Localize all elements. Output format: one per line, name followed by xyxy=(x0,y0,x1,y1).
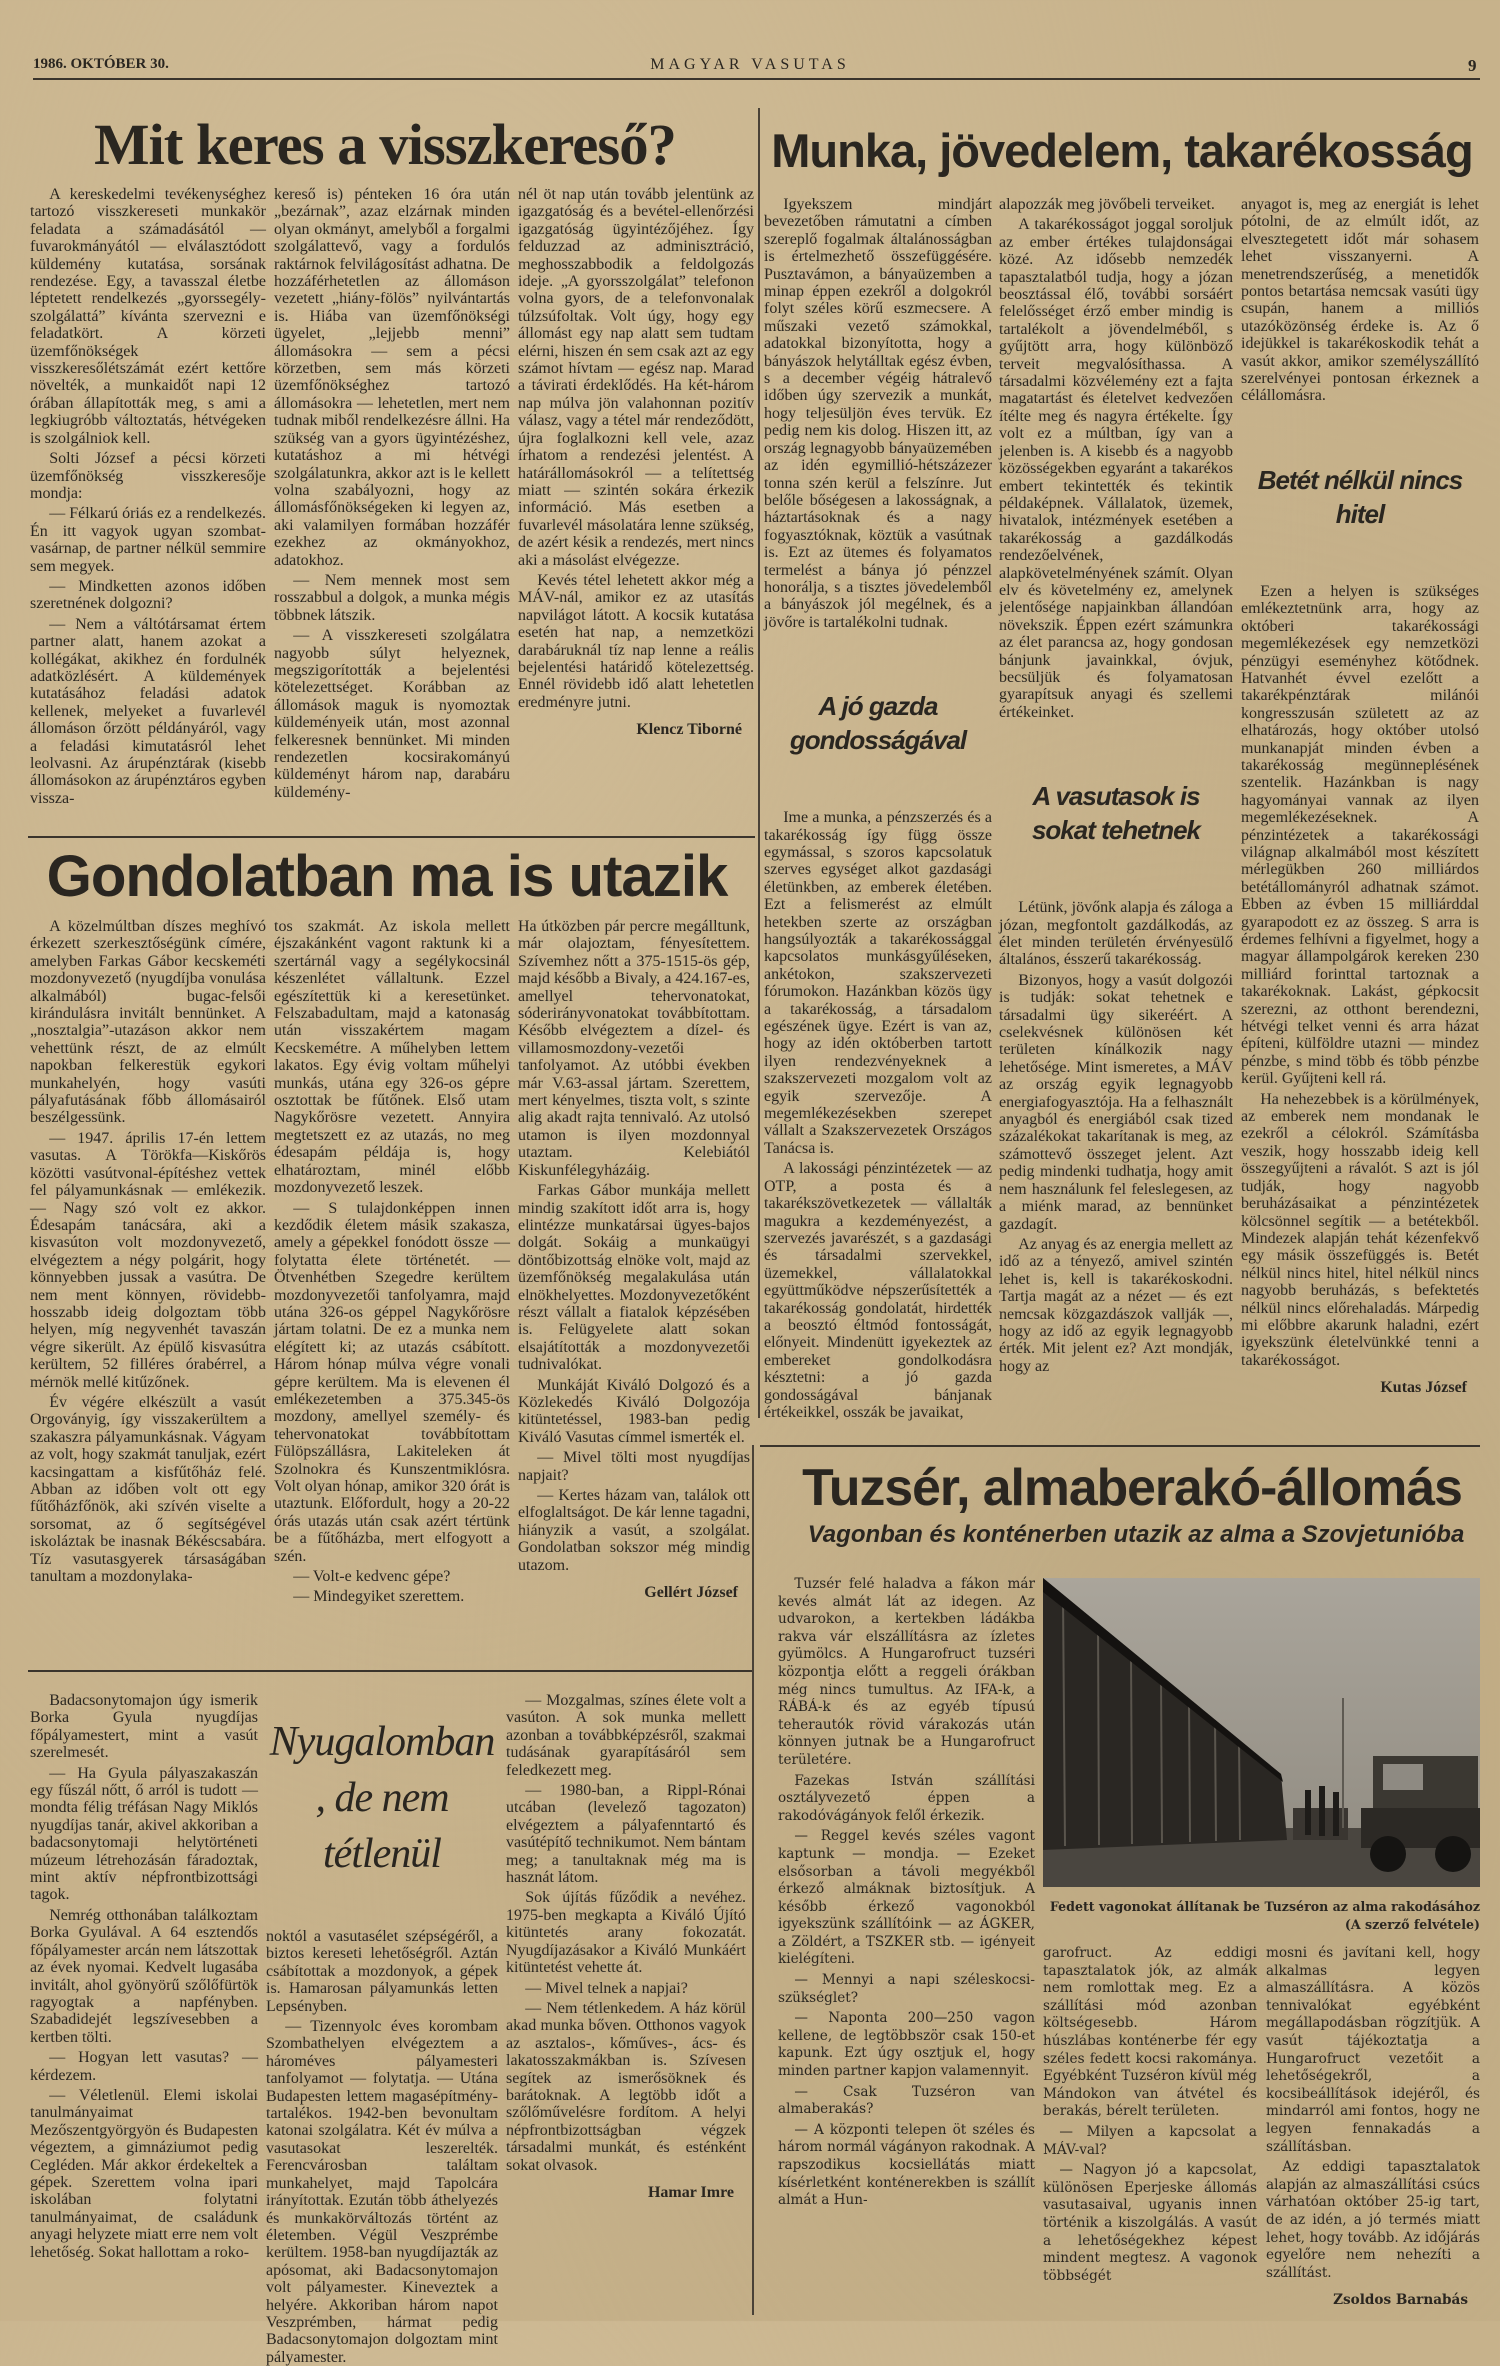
paragraph: Igyekszem mindjárt bevezetőben rámutatni a címben szereplő fogalmak általánosságban is értelmezhető összefüggésére. Pusztavámon, a bányaüzemben a minap éppen ezekről a dolgokról folyt széles körű eszmecsere. A műszaki vezető számokkal, adatokkal bizonyította, hogy a bányászok helytálltak egész évben, s a december végéig hátralevő időben úgy szervezik a munkát, hogy teljesüljön éves tervük. Ez pedig nem kis dolog. Hiszen itt, az ország legnagyobb bányaüzemében az idén egymillió-hétszázezer tonna szén kerül a felszínre. Jut belőle bőségesen a lakosságnak, a háztartásoknak és a nagy fogyasztóknak, köztük a vasútnak is. Ezt az ütemes és folyamatos termelést a bánya jó pénzzel honorálja, s a tisztes jövedelemből a bányászok jól megélnek, és a jövőre is tartalékolni tudnak. xyxy=(764,196,992,631)
paragraph: — Reggel kevés széles vagont kaptunk — mondja. — Ezeket elsősorban a távoli megyékből érkező almáknak biztosítjuk. A később érkező vagonokból igyekszünk szállítóink — az ÁGKER, a Zöldért, a TSZKER stb. — igényeit kielégíteni. xyxy=(778,1828,1035,1968)
paragraph: — Kertes házam van, találok ott elfoglaltságot. De kár lenne tagadni, hiányzik a vasút, a szolgálat. Gondolatban sokszor még mindig utazom. xyxy=(518,1487,750,1574)
paragraph: nél öt nap után tovább jelentünk az igazgatóság és a bevétel-ellenőrzési igazgatóság ügyintézőjéhez. Így felduzzad az adminisztráció, meghosszabbodik a feldolgozás ideje. „A gyorsszolgálat” telefonon volna gyors, de a telefonvonalak túlzsúfoltak. Volt úgy, hogy egy állomást egy nap alatt sem tudtam elérni, hiszen én sem csak azt az egy számot hívtam — egész nap. Marad a távirati érdeklődés. Ha két-három nap múlva jön valahonnan pozitív válasz, vagy a tétel már rendeződött, újra foglalkozni kell vele, azaz írhatom a rendezési jelentést. A határállomásokról — a telítettség miatt — szintén sokára érkezik információ. Más esetben a fuvarlevél másolatára lenne szükség, de azért késik a rendezés, mert nincs aki a másolást elvégezze. xyxy=(518,186,754,569)
paragraph: — Nem a váltótársamat értem partner alatt, hanem azokat a kollégákat, akikhez én fordulnék adatközlésért. A küldemények kutatásához feladási adatok kellenek, melyeket a fuvarlevél állomáson őrzött példányáról, vagy a feladási kimutatásról lehet leolvasni. Az árupénztárak (kisebb állomásokon az árupénztáros egyben vissza- xyxy=(30,615,266,807)
paragraph: — Mindegyiket szerettem. xyxy=(293,1588,465,1606)
subheading: Betét nélkül nincs hitel xyxy=(1257,464,1463,529)
article-column xyxy=(999,196,1233,1411)
article-column xyxy=(30,918,266,1663)
paragraph: garofruct. Az eddigi tapasztalatok jók, az almák nem romlottak meg. Ez a szállítási mód azonban költségesebb. Három húszlábas konténerbe fér egy széles fedett kocsi rakománya. Egyébként Tuzséron kívül még Mándokon van átvétel és berakás, bérelt területen. xyxy=(1043,1945,1257,2120)
paragraph: noktól a vasutasélet szépségéről, a biztos kereseti lehetőségről. Aztán csábítottak a mozdonyok, a gépek is. Hamarosan pályamunkás letten Lepsényben. xyxy=(266,1928,498,2015)
paragraph: Tuzsér felé haladva a fákon már kevés almát lát az idegen. Az udvarokon, a kertekben ládákba rakva vár elszállításra az ízletes gyümölcs. A Hungarofruct tuzséri központja előtt a reggeli órákban még nincs tumultus. Az IFA-k, a RÁBÁ-k és az egyéb típusú teherautók rövid várakozás után könnyen jutnak be a Hungarofruct területére. xyxy=(778,1576,1035,1768)
paragraph: — 1980-ban, a Rippl-Rónai utcában (levelező tagozaton) elvégeztem a pályafenntartó és vasútépítő technikumot. Nem bántam meg; a tanultaknak még ma is hasznát látom. xyxy=(506,1782,746,1887)
article-column xyxy=(266,1692,498,2366)
paragraph: tos szakmát. Az iskola mellett éjszakánként vagont raktunk ki a szertárnál vagy a segélykocsinál készenlétet vállaltunk. Ezzel egészítettük ki a keresetünket. Felszabadultam, majd a katonaság után visszakértem magam Kecskemétre. A műhelyben lettem lakatos. Egy évig voltam műhelyi munkás, utána egy 326-os gépre osztottak be fűtőnek. Első utam Nagykőrösre vezetett. Annyira megtetszett ez az utazás, no meg édesapám példája is, hogy elhatároztam, minél előbb mozdonyvezető leszek. xyxy=(274,918,510,1197)
article-column xyxy=(1266,1945,1480,2315)
paragraph: Sok újítás fűződik a nevéhez. 1975-ben megkapta a Kiváló Újító kitüntetés arany fokozatát. Nyugdíjazásakor a Kiváló Munkáért kitüntetést vehette át. xyxy=(506,1889,746,1977)
paragraph: — Nem mennek most sem rosszabbul a dolgok, a munka mégis többnek látszik. xyxy=(274,571,510,624)
paragraph: — Nem tétlenkedem. A ház körül akad munka bőven. Otthonos vagyok az asztalos-, kőműves-, ács- és lakatosszakmákban is. Szívesen segítek az ismerősöknek és barátoknak. A legtöbb időt a szőlőművelésre fordítom. A helyi népfrontbizottságban végzek társadalmi munkát, és esténként sokat olvasok. xyxy=(506,1999,746,2174)
paragraph: — Csak Tuzséron van almaberakás? xyxy=(778,2083,1035,2118)
masthead-rule xyxy=(33,78,1480,80)
paragraph: Badacsonytomajon úgy ismerik Borka Gyula nyugdíjas főpályamestert, mint a vasút szerelmesét. xyxy=(30,1692,258,1762)
paragraph: Ezen a helyen is szükséges emlékeztetnünk arra, hogy az októberi takarékossági megemlékezések egy nemzetközi pénzügyi eseményhez kötődnek. Hatvanhét évvel ezelőtt a takarékpénztárak milánói kongresszusán született az az elhatározás, hogy október utolsó munkanapját minden évben a takarékosság megünneplésének szentelik. Hazánkban is nagy hagyományai vannak az ilyen megemlékezéseknek. A pénzintézetek a takarékossági világnap alkalmából most készített mérlegükben 260 milliárdos betétállományról adhatnak számot. Ebben az évben 15 milliárddal gyarapodott ez az összeg. S arra is érdemes felhívni a figyelmet, hogy a magyar állampolgárok kereken 230 milliárd forinttal tartoznak a takarékoknak. Lakást, gépkocsit szerezni, az otthont berendezni, hétvégi telket venni és arra házat építeni, külföldre utazni — mindez pénzbe, s mind több és több pénzbe kerül. Gyűjteni kell rá. xyxy=(1241,582,1479,1088)
paragraph: Ha útközben pár percre megálltunk, már olajoztam, fényesítettem. Szívemhez nőtt a 375-1515-ös gép, majd később a Bivaly, a 424.167-es, amellyel tehervonatokat, sóderirányvonatokat továbbítottam. Később elvégeztem a dízel- és villamosmozdony-vezetői tanfolyamot. Az utóbbi években már V.63-assal jártam. Szerettem, mert kényelmes, tiszta volt, s szinte alig akadt rajta tennivaló. Az utolsó utamon is ilyen mozdonnyal utaztam. Kelebiától Kiskunfélegyházáig. xyxy=(518,918,750,1179)
paragraph: Év végére elkészült a vasút Orgoványig, így visszakerültem a szakaszra pályamunkásnak. Vágyam az volt, hogy szakmát tanuljak, ezért kacsingattam a kisfűtőház felé. Abban az időben volt ott egy fűtőházfőnök, aki szívén viselte a sorsomat, az ő segítségével iskoláztak be inasnak Békéscsabára. Tíz vasutasgyerek társaságában tanultam a mozdonylaka- xyxy=(30,1393,266,1586)
paragraph: — Ha Gyula pályaszakaszán egy fűszál nőtt, ő arról is tudott — mondta félig tréfásan Nagy Miklós nyugdíjas tanár, akivel akkoriban a badacsonytomaji helytörténeti múzeum létrehozásán fáradoztak, mint aktív népfrontbizottsági tagok. xyxy=(30,1764,258,1904)
headline: Mit keres a visszkereső? xyxy=(94,112,676,177)
paragraph: — Véletlenül. Elemi iskolai tanulmányaimat Mezőszentgyörgyön és Budapesten végeztem, a gimnáziumot pedig Cegléden. Már akkor érdekeltek a gépek. Szerettem volna ipari iskolában folytatni tanulmányaimat, de családunk anyagi helyzete miatt erre nem volt lehetőség. Sokat hallottam a roko- xyxy=(30,2086,258,2261)
column-rule xyxy=(752,1445,754,2315)
caption-text: Fedett vagonokat állítanak be Tuzséron az alma rakodásához xyxy=(1049,1899,1480,1914)
article-column xyxy=(518,918,750,1663)
byline: Kutas József xyxy=(1380,1379,1467,1397)
paragraph: A takarékosságot joggal soroljuk az ember értékes tulajdonságai közé. Az idősebb nemzedék tapasztalatból tudja, hogy a józan beosztással élő, további sorsáért felelősséget érző ember mindig is tartalékolt a jövendelméből, s gyűjtött arra, hogy különböző terveit megvalósíthassa. A társadalmi közvélemény ezt a fajta magatartást és életelvet kedvezően ítélte meg és nagyra értékelte. Így volt ez a múltban, így van a jelenben is. A kisebb és a nagyobb közösségekben egyaránt a takarékos embert tekintették és tekintik példaképnek. Vállalatok, üzemek, hivatalok, intézmények esetében a takarékosság a gazdálkodás rendezőelvének, alapkövetelményének számít. Olyan elv és követelmény ez, amelynek jelentősége napjainkban állandóan növekszik. Éppen ezért számunkra az élet parancsa az, hogy gondosan bánjunk javainkkal, óvjuk, becsüljük és folyamatosan gyarapítsuk anyagi és szellemi értékeinket. xyxy=(999,216,1233,721)
paragraph: kereső is) pénteken 16 óra után „bezárnak”, azaz elzárnak minden olyan okmányt, amelyből a forgalmi szolgálattevő, vagy a fordulós raktárnok felvilágosítást adhatna. De hozzáférhetetlen az állomáson vezetett „hiány-fölös” nyilvántartás is. Hiába van üzemfőnökségi ügyelet, „lejjebb menni” állomásokra — sem a pécsi körzetben, sem más körzeti üzemfőnökséghez tartozó állomásokra — lehetetlen, mert nem tudnak miből rendelkezésre állni. Ha szükség van a gyors ügyintézéshez, kutatáshoz a mi hétvégi szolgálatunkra, akkor azt is le kellett volna szabályozni, hogy az állomásfőnökségeken ki legyen az, aki valamilyen formában hozzáfér ezekhez az okmányokhoz, adatokhoz. xyxy=(274,186,510,569)
paragraph: — Félkarú óriás ez a rendelkezés. Én itt vagyok ugyan szombat-vasárnap, de partner nélkül semmire sem megyek. xyxy=(30,505,266,575)
paragraph: — A visszkereseti szolgálatra nagyobb súlyt helyeznek, megszigorították a bejelentési kötelezettséget. Korábban az állomások maguk is nyomoztak küldeményeik után, most azonnal felkeresnek bennünket. Mi minden rendezetlen kocsirakományú küldeményt három nap, darabáru küldemény- xyxy=(274,627,510,801)
section-rule xyxy=(28,836,755,838)
paragraph: Ime a munka, a pénzszerzés és a takarékosság így függ össze egymással, s szoros kapcsolatuk szerves egységet alkot gazdasági életünkben, az emberek életében. Ezt a felismerést az elmúlt hetekben szerte az országban hangsúlyozták a takarékossággal kapcsolatos munkásgyűléseken, ankétokon, szakszervezeti fórumokon. Hazánkban közös ügy a takarékosság, a társadalom egészének ügye. Ezért is van az, hogy az idén októberben tartott ilyen rendezvényeknek a szakszervezeti mozgalom volt az egyik szervezője. A megemlékezésekben szerepet vállalt a Szakszervezetek Országos Tanácsa is. xyxy=(764,809,992,1157)
paragraph: — Mivel tölti most nyugdíjas napjait? xyxy=(518,1449,750,1484)
paragraph: — Mivel telnek a napjai? xyxy=(525,1979,688,1997)
paragraph: — Milyen a kapcsolat a MÁV-val? xyxy=(1043,2123,1257,2158)
paragraph: Fazekas István szállítási osztályvezető éppen a rakodóvágányok felől érkezik. xyxy=(778,1772,1035,1824)
paragraph: — A központi telepen öt széles és három normál vágányon rakodnak. A rapszodikus kocsiellátás miatt kísérletként konténerekben is szállít almát a Hun- xyxy=(778,2121,1035,2209)
headline: Tuzsér, almaberakó-állomás xyxy=(802,1458,1462,1516)
newspaper-name: MAGYAR VASUTAS xyxy=(650,56,850,73)
photo-freight-train-icon xyxy=(1043,1578,1480,1887)
paragraph: Munkáját Kiváló Dolgozó és a Közlekedés Kiváló Dolgozója kitüntetéssel, 1983-ban pedig Kiváló Vasutas címmel ismerték el. xyxy=(518,1376,750,1446)
paragraph: Az eddigi tapasztalatok alapján az almaszállítási csúcs várhatóan október 25-ig tart, de az idén, a jó termés miatt lehet, hogy tovább. Az időjárás egyelőre nem nehezíti a szállítást. xyxy=(1266,2159,1480,2281)
article-column xyxy=(30,186,266,834)
paragraph: Ha nehezebbek is a körülmények, az emberek nem mondanak le ezekről a célokról. Számításba veszik, hogy hosszabb ideig kell összegyűjteni a rávalót. S azt is jól tudják, hogy nagyobb beruházásaikat a pénzintézetek kölcsönnel segítik — a betétekből. Mindezek alapján tehát kézenfekvő egy másik összefüggés is. Betét nélkül nincs hitel, hitel nélkül nincs nagyobb beruházás, s befektetés nélkül nincs előrehaladás. Márpedig mi előbbre akarunk haladni, ezért igyekszünk életelvünkké tenni a takarékosságot. xyxy=(1241,1090,1479,1369)
article-column xyxy=(764,196,992,1421)
paragraph: — Hogyan lett vasutas? — kérdezem. xyxy=(30,2049,258,2084)
paragraph: A kereskedelmi tevékenységhez tartozó visszkereseti munkakör feladata a számadásától — fuvarokmányától — elválasztódott küldemény kutatása, sorsának rendezése. Egy, a tavasszal életbe léptetett rendelkezés „gyorssegély-szolgálattá” kívánta szervezni e feladatkört. A körzeti üzemfőnökségek visszkeresőlétszámát ezért kettőre növelték, a munkaidőt napi 12 órában állapították meg, s ami a legkiugróbb változtatás, hétvégeken is szolgálniok kell. xyxy=(30,186,266,447)
paragraph: — Naponta 200—250 vagon kellene, de legtöbbször csak 150-et kapunk. Ezt úgy osztjuk el, hogy minden partner kapjon valamennyit. xyxy=(778,2010,1035,2080)
paragraph: — Mennyi a napi széleskocsi-szükséglet? xyxy=(778,1972,1035,2006)
paragraph: Solti József a pécsi körzeti üzemfőnökség visszkeresője mondja: xyxy=(30,450,266,502)
page-number: 9 xyxy=(1468,56,1477,75)
paragraph: A lakossági pénzintézetek — az OTP, a posta és a takarékszövetkezetek — vállalták magukra a kezdeményezést, a szervezés javarészét, s a gazdasági és társadalmi szervekkel, üzemekkel, vállalatokkal együttműködve népszerűsítették a takarékosság gondolatát, hirdették a beosztó éltmód fontosságát, előnyeit. Mindenütt igyekeztek az embereket gondolkodásra késztetni: a jó gazda gondosságával bánjanak értékeikkel, osszák be javaikat, xyxy=(764,1160,992,1421)
article-column xyxy=(30,1692,258,2317)
subheading: A vasutasok is sokat tehetnek xyxy=(1031,781,1201,846)
column-rule xyxy=(758,108,760,1418)
issue-date: 1986. OKTÓBER 30. xyxy=(33,56,169,72)
article-column xyxy=(274,186,510,834)
article-column xyxy=(518,186,754,834)
paragraph: — 1947. április 17-én lettem vasutas. A Törökfa—Kiskőrös közötti vasútvonal-építéshez vettek fel pályamunkásnak — emlékezik. — Nagy szó volt ez akkor. Édesapám tanácsára, aki a kisvasúton volt mozdonyvezető, elvégeztem a négy polgárit, hogy könnyebben jussak a vasútra. De nem ment könnyen, rövidebb-hosszabb ideig dolgoztam több helyen, míg negyvenhét tavaszán végre sikerült. Az épülő kisvasútra kerültem, 52 filléres órabérrel, a mérnök mellé kitűzőnek. xyxy=(30,1129,266,1391)
article-column xyxy=(274,918,510,1663)
byline: Zsoldos Barnabás xyxy=(1333,2292,1468,2309)
paragraph: — Nagyon jó a kapcsolat, különösen Eperjeske állomás vasutasaival, ugyanis innen történik a kiszolgálás. A vasút a lehetőségekhez képest mindent megtesz. A vagonok többségét xyxy=(1043,2162,1257,2284)
paragraph: alapozzák meg jövőbeli terveiket. xyxy=(999,196,1215,213)
byline: Hamar Imre xyxy=(647,2183,734,2201)
paragraph: — Volt-e kedvenc gépe? xyxy=(293,1568,451,1586)
subheadline: Vagonban és konténerben utazik az alma a Szovjetunióba xyxy=(807,1521,1465,1548)
article-column xyxy=(778,1576,1035,2316)
headline: Nyugalomban, de nem tétlenül xyxy=(269,1719,495,1877)
paragraph: — Tizennyolc éves korombam Szombathelyen elvégeztem a hároméves pályamesteri tanfolyamot — folytatja. — Utána Budapesten lettem magasépítmény-tartalékos. 1942-ben bevonultam katonai szolgálatra. Két év múlva a vasutasokat leszerelték. Ferencvárosban találtam munkahelyet, majd Tapolcára irányítottak. Ezután több áthelyezés és munkakörváltozás történt az életemben. Végül Veszprémbe kerültem. 1958-ban nyugdíjazták az apósomat, aki Badacsonytomajon volt pályamester. Kineveztek a helyére. Akkoriban három napot Veszprémben, hármat pedig Badacsonytomajon dolgoztam mint pályamester. xyxy=(266,2018,498,2366)
section-rule xyxy=(760,1445,1480,1447)
paragraph: — Mozgalmas, színes élete volt a vasúton. A sok munka mellett azonban a továbbképzésről, szakmai tudásának gyarapításáról sem feledkezett meg. xyxy=(506,1692,746,1779)
byline: Klencz Tiborné xyxy=(636,721,742,739)
paragraph: — S tulajdonképpen innen kezdődik életem másik szakasza, amely a gépekkel fonódott össze — folytatta élete történetét. — Ötvenhétben Szegedre kerültem mozdonyvezetői tanfolyamra, majd utána 326-os géppel Nagykőrösre jártam tolatni. De ez a munka nem elégített ki; az utazás csábított. Három hónap múlva végre vonali gépre kerültem. Ma is elevenen él emlékezetemben a 375.345-ös mozdony, amellyel személy- és tehervonatokat továbbítottam Fülöpszállásra, Lakiteleken át Szolnokra és Kunszentmiklósra. Volt olyan hónap, amikor 320 órát is utaztunk. Előfordult, hogy a 20-22 órás utazás után csak azért tértünk be a fűtőházba, mert elfogyott a szén. xyxy=(274,1199,510,1565)
headline: Gondolatban ma is utazik xyxy=(46,844,728,909)
paragraph: Nemrég otthonában találkoztam Borka Gyulával. A 64 esztendős főpályamester arcán nem látszottak az évek nyomai. Kedvelt lugasába invitált, ahol gyönyörű szőlőfürtök ragyogtak a napfényben. Szabadidejét legszívesebben a kertben tölti. xyxy=(30,1906,258,2046)
article-column xyxy=(1043,1945,1257,2315)
photo-credit: (A szerző felvétele) xyxy=(1344,1917,1480,1932)
paragraph: Farkas Gábor munkája mellett mindig szakított időt arra is, hogy elintézze munkatársai ügyes-bajos dolgát. Sokáig a munkaügyi döntőbizottság elnöke volt, majd az üzemfőnökség megalakulása után elnökhelyettes. Mozdonyvezetőként részt vállalt a fiatalok képzésében is. Felügyelete alatt sokan elsajátították a mozdonyvezetői tudnivalókat. xyxy=(518,1182,750,1374)
headline: Munka, jövedelem, takarékosság xyxy=(771,124,1473,177)
photo-caption xyxy=(1043,1898,1480,1934)
section-rule xyxy=(28,1670,752,1672)
paragraph: Bizonyos, hogy a vasút dolgozói is tudják: sokat tehetnek e társadalmi ügy sikeréért. A cselekvésnek különösen két területen kínálkozik nagy lehetősége. Mint ismeretes, a MÁV az ország egyik legnagyobb energiafogyasztója. Ha a felhasznált anyagból és energiából csak tized százalékokat takarítanak is meg, az számottevő összeget jelent. Azt pedig mindenki tudhatja, hogy amit nem használunk fel feleslegesen, az a miénk marad, az bennünket gazdagít. xyxy=(999,971,1233,1233)
paragraph: anyagot is, meg az energiát is lehet pótolni, de az elmúlt időt, az elvesztegetett időt már sohasem lehet visszanyerni. A menetrendszerűség, a menetidők pontos betartása nemcsak vasúti ügy csupán, hanem a milliós utazóközönség érdeke is. Az ő idejükkel is takarékoskodik tehát a vasút akkor, amikor személyszállító szerelvényei pontosan érkeznek a célállomásra. xyxy=(1241,196,1479,405)
paragraph: Az anyag és az energia mellett az idő az a tényező, amivel szintén lehet is, kell is takarékoskodni. Tartja magát az a nézet — és ezt nemcsak közgazdászok vallják —, hogy az idő az egyik legnagyobb érték. Mit jelent ez? Azt mondják, hogy az xyxy=(999,1235,1233,1375)
paragraph: Kevés tétel lehetett akkor még a MÁV-nál, amikor ez az utasítás napvilágot látott. A kocsik kutatása esetén hat nap, a nemzetközi darabáruknál tíz nap lenne a reális bejelentési határidő kötelezettség. Ennél rövidebb idő alatt lehetetlen eredményre jutni. xyxy=(518,571,754,711)
paragraph: — Mindketten azonos időben szeretnének dolgozni? xyxy=(30,577,266,613)
article-column xyxy=(1241,196,1479,1411)
byline: Gellért József xyxy=(644,1584,738,1602)
subheading: A jó gazda gondosságával xyxy=(789,691,967,756)
paragraph: Létünk, jövőnk alapja és záloga a józan, megfontolt gazdálkodás, az élet minden területén érvényesülő általános, ésszerű takarékosság. xyxy=(999,899,1233,969)
article-column xyxy=(506,1692,746,2317)
paragraph: A közelmúltban díszes meghívó érkezett szerkesztőségünk címére, amelyben Farkas Gábor kecskeméti mozdonyvezető (nyugdíjba vonulása alkalmából) bugac-felsői kirándulásra invitált bennünket. A „nosztalgia”-utazáson akkor nem vehettünk részt, de az elmúlt napokban felkerestük egykori munkahelyén, hogy vasúti pályafutásának főbb állomásairól beszélgessünk. xyxy=(30,918,266,1127)
paragraph: mosni és javítani kell, hogy alkalmas legyen almaszállításra. A közös tennivalókat egyébként megállapodásban rögzítjük. A vasút tájékoztatja a Hungarofruct vezetőit a lehetőségekről, a kocsibeállítások idejéről, és mindarról ami fontos, hogy ne legyen fennakadás a szállításban. xyxy=(1266,1945,1480,2155)
